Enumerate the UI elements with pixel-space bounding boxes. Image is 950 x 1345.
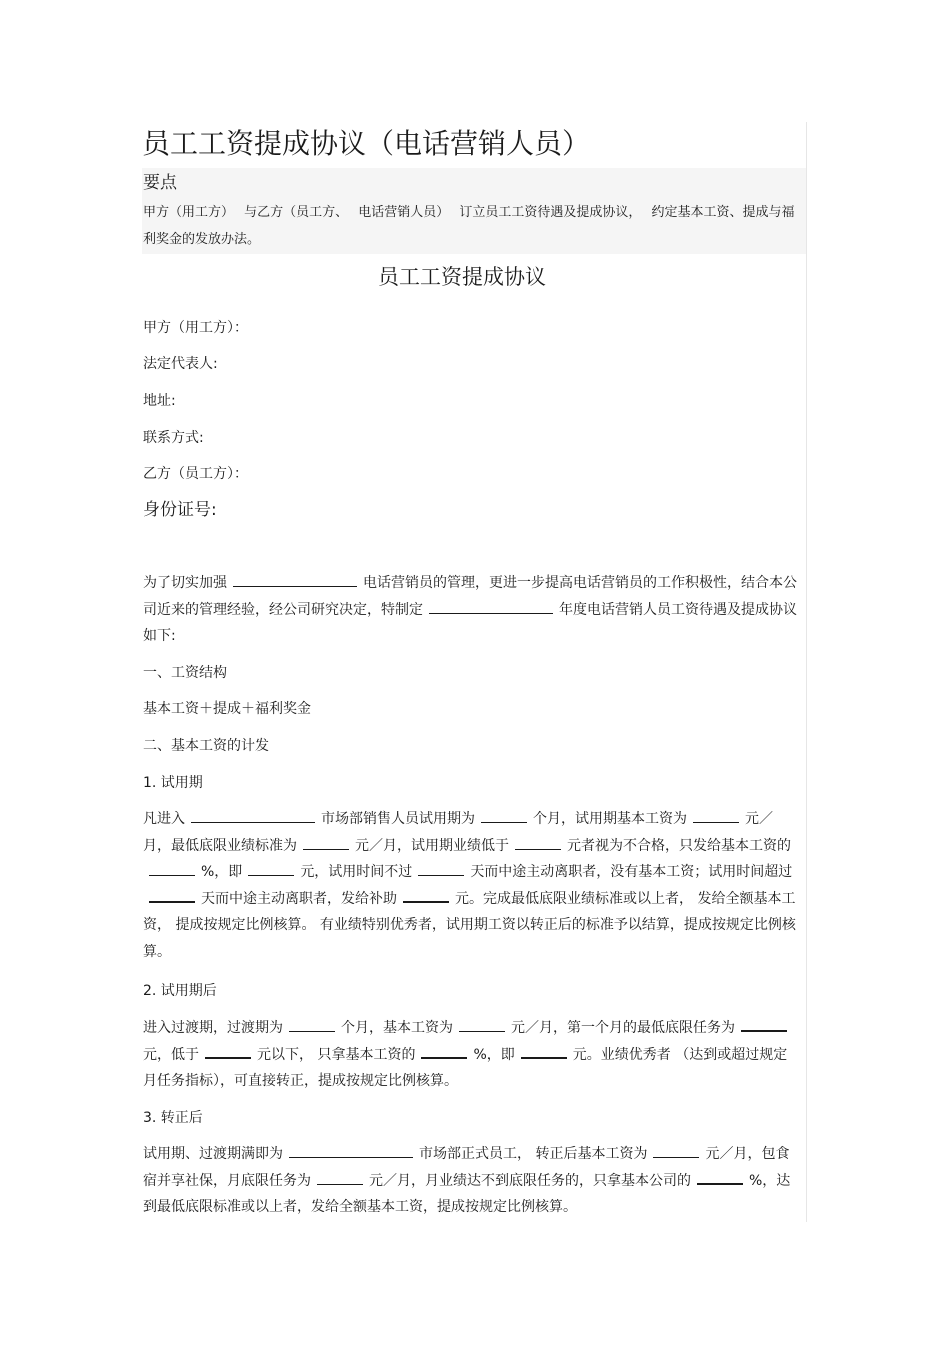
blank-field[interactable] bbox=[205, 1043, 251, 1059]
intro-paragraph bbox=[143, 570, 800, 650]
para-text: 市场部销售人员试用期为 bbox=[321, 811, 475, 827]
blank-field[interactable] bbox=[233, 572, 357, 587]
summary-box bbox=[142, 168, 806, 254]
blank-field[interactable] bbox=[149, 887, 195, 903]
subsection-1-paragraph bbox=[143, 806, 800, 965]
para-text: 元／月，第一个月的最低底限任务为 bbox=[511, 1020, 735, 1036]
intro-text-3: 年度电话营销人员工资待遇及提成协议如下: bbox=[143, 601, 797, 644]
para-text: %，达到最低底限标准或以上者，发给全额基本工资，提成按规定比例核算。 bbox=[143, 1172, 791, 1215]
section-2-heading: 二、基本工资的计发 bbox=[143, 738, 269, 754]
para-text: 元／月，最低底限业绩标准为 bbox=[143, 811, 773, 854]
para-text: 元以下， 只拿基本工资的 bbox=[257, 1046, 416, 1063]
para-text: 元。完成最低底限业绩标准或以上者， 发给全额基本工资， 提成按规定比例核算。 有业绩特别优秀者，试用期工资以转正后的标准予以结算，提成按规定比例核算。 bbox=[143, 890, 796, 960]
para-text: 进入过渡期，过渡期为 bbox=[143, 1020, 283, 1036]
field-party-a: 甲方（用工方）： bbox=[143, 320, 248, 336]
blank-field[interactable] bbox=[191, 808, 315, 823]
blank-field[interactable] bbox=[429, 599, 553, 614]
para-text: 天而中途主动离职者，没有基本工资；试用时间超过 bbox=[470, 864, 793, 880]
summary-heading: 要点 bbox=[143, 173, 177, 193]
blank-field[interactable] bbox=[515, 835, 561, 850]
field-legal-rep: 法定代表人: bbox=[143, 356, 218, 372]
blank-field[interactable] bbox=[459, 1017, 505, 1032]
blank-field[interactable] bbox=[303, 835, 349, 850]
document-page bbox=[142, 122, 807, 1222]
subsection-2-paragraph bbox=[143, 1015, 800, 1095]
section-1-heading: 一、工资结构 bbox=[143, 665, 227, 681]
blank-field[interactable] bbox=[697, 1169, 743, 1185]
blank-field[interactable] bbox=[521, 1043, 567, 1059]
para-text: 元／月，月业绩达不到底限任务的，只拿基本公司的 bbox=[369, 1172, 691, 1189]
field-address: 地址: bbox=[143, 393, 176, 409]
para-text: 元，试用时间不过 bbox=[300, 864, 413, 880]
blank-field[interactable] bbox=[289, 1143, 413, 1158]
para-text: %，即 bbox=[473, 1046, 515, 1063]
para-text: 元，低于 bbox=[143, 1046, 199, 1063]
summary-text: 甲方（用工方） 与乙方（员工方、 电话营销人员） 订立员工工资待遇及提成协议， 约定基本工资、提成与福利奖金的发放办法。 bbox=[143, 205, 795, 247]
field-id-number: 身份证号: bbox=[143, 500, 217, 520]
subsection-2-heading: 2. 试用期后 bbox=[143, 983, 217, 999]
section-1-text: 基本工资＋提成＋福利奖金 bbox=[143, 701, 311, 717]
para-text: 凡进入 bbox=[143, 811, 185, 827]
para-text: 元／月，包食宿并享社保，月底限任务为 bbox=[143, 1146, 790, 1189]
document-title: 员工工资提成协议（电话营销人员） bbox=[142, 127, 591, 160]
blank-field[interactable] bbox=[317, 1170, 363, 1185]
para-text: 个月，试用期基本工资为 bbox=[533, 811, 687, 827]
blank-field[interactable] bbox=[403, 887, 449, 903]
para-text: %，即 bbox=[201, 864, 243, 880]
agreement-title: 员工工资提成协议 bbox=[378, 265, 546, 289]
para-text: 元者视为不合格，只发给基本工资的 bbox=[567, 837, 791, 854]
intro-text-1: 为了切实加强 bbox=[143, 575, 227, 591]
para-text: 市场部正式员工， 转正后基本工资为 bbox=[419, 1146, 648, 1162]
blank-field[interactable] bbox=[741, 1016, 787, 1032]
subsection-3-paragraph bbox=[143, 1141, 800, 1221]
field-contact: 联系方式: bbox=[143, 430, 204, 446]
blank-field[interactable] bbox=[693, 808, 739, 823]
blank-field[interactable] bbox=[149, 861, 195, 876]
blank-field[interactable] bbox=[418, 861, 464, 876]
blank-field[interactable] bbox=[289, 1017, 335, 1032]
field-party-b: 乙方（员工方）： bbox=[143, 466, 248, 482]
blank-field[interactable] bbox=[481, 808, 527, 823]
blank-field[interactable] bbox=[248, 861, 294, 876]
intro-text-2: 电话营销员的管理，更进一步提高电话营销员的工作积极性，结合本公司近来的管理经验，经公司研究决定，特制定 bbox=[143, 575, 797, 618]
para-text: 天而中途主动离职者，发给补助 bbox=[201, 890, 397, 907]
blank-field[interactable] bbox=[421, 1043, 467, 1059]
subsection-1-heading: 1. 试用期 bbox=[143, 775, 203, 791]
para-text: 个月，基本工资为 bbox=[341, 1020, 453, 1036]
blank-field[interactable] bbox=[653, 1143, 699, 1158]
para-text: 元／月，试用期业绩低于 bbox=[355, 837, 509, 854]
para-text: 元。业绩优秀者 （达到或超过规定月任务指标），可直接转正，提成按规定比例核算。 bbox=[143, 1046, 788, 1089]
para-text: 试用期、过渡期满即为 bbox=[143, 1146, 283, 1162]
subsection-3-heading: 3. 转正后 bbox=[143, 1110, 203, 1126]
